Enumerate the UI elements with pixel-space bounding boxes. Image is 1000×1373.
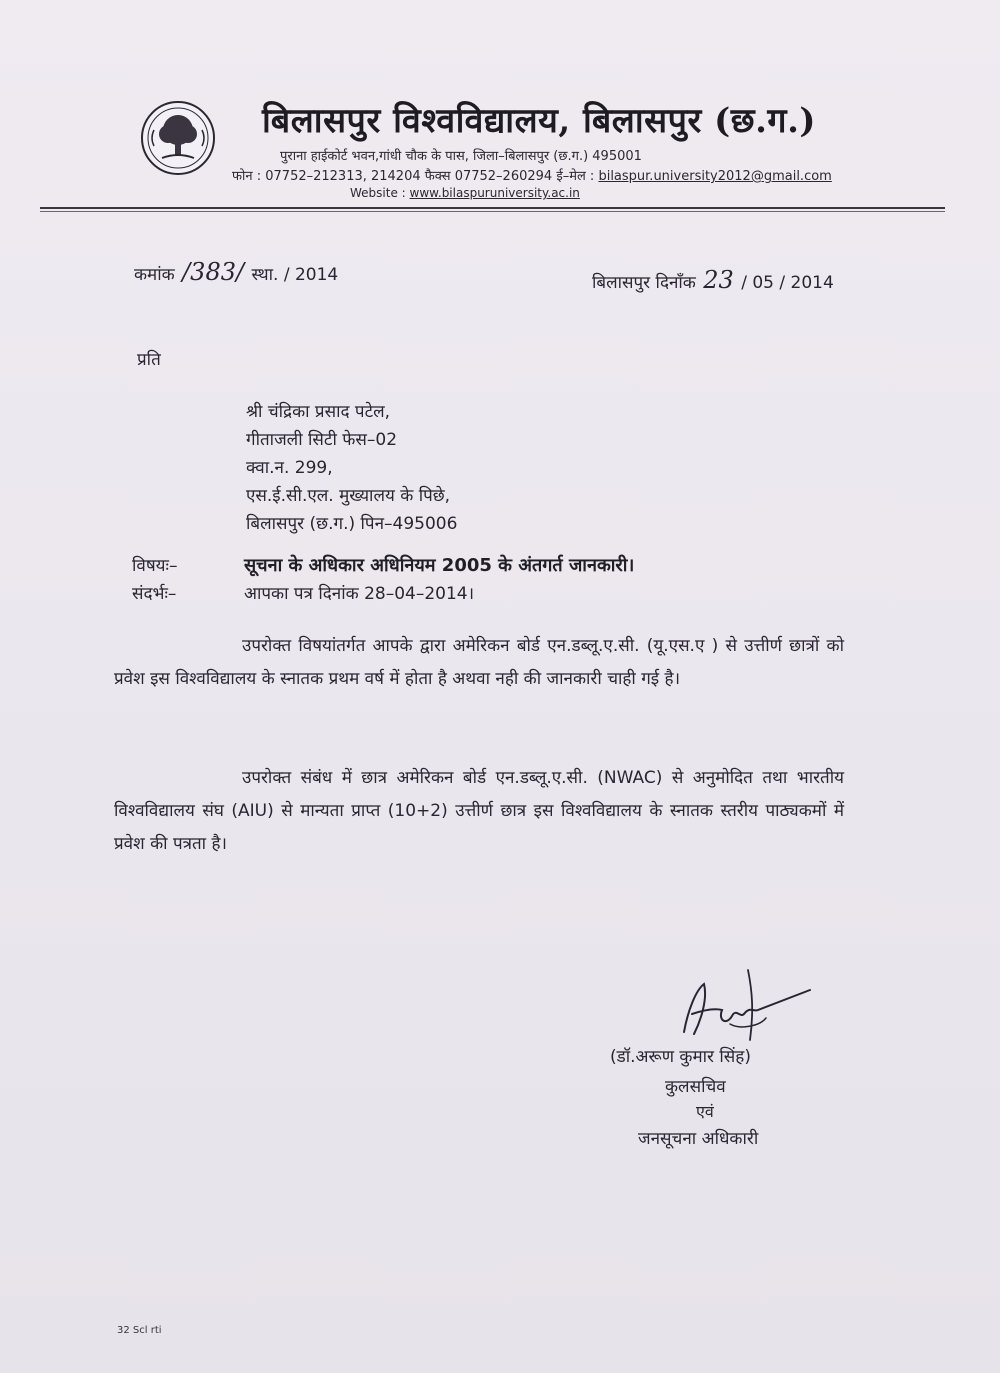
recipient-name: श्री चंद्रिका प्रसाद पटेल, [246, 402, 391, 422]
letterhead-contact [232, 166, 832, 184]
date-rest: / 05 / 2014 [741, 273, 834, 293]
letterhead-divider [40, 207, 945, 209]
reference-handwritten-number: /383/ [182, 258, 245, 286]
reference-number [134, 258, 338, 286]
signatory-designation: कुलसचिव [665, 1077, 726, 1097]
to-label: प्रति [137, 350, 161, 370]
signatory-designation-2: जनसूचना अधिकारी [638, 1129, 759, 1149]
recipient-line: बिलासपुर (छ.ग.) पिन–495006 [246, 514, 458, 534]
subject-text: सूचना के अधिकार अधिनियम 2005 के अंतगर्त जानकारी। [244, 555, 635, 576]
university-name: बिलासपुर विश्वविद्यालय, बिलासपुर (छ.ग.) [262, 101, 817, 141]
recipient-line: क्वा.न. 299, [246, 458, 333, 478]
reference-letter-row [132, 581, 474, 604]
letterhead-address: पुराना हाईकोर्ट भवन,गांधी चौक के पास, जिला–बिलासपुर (छ.ग.) 495001 [280, 149, 642, 164]
body-paragraph-2: उपरोक्त संबंध में छात्र अमेरिकन बोर्ड एन.डब्लू.ए.सी. (NWAC) से अनुमोदित तथा भारतीय विश्वविद्यालय संघ (AIU) से मान्यता प्राप्त (10+2) उत्तीर्ण छात्र इस विश्वविद्यालय के स्नातक स्तरीय पाठ्यकमों में प्रवेश की पत्रता है। [114, 768, 844, 854]
date-handwritten-day: 23 [703, 266, 734, 294]
recipient-line: गीताजली सिटी फेस–02 [246, 430, 398, 450]
signatory-name: (डॉ.अरूण कुमार सिंह) [610, 1047, 751, 1067]
reference-suffix: स्था. / 2014 [251, 265, 339, 285]
letterhead-email: bilaspur.university2012@gmail.com [598, 169, 832, 184]
reference-label: कमांक [134, 265, 175, 285]
university-emblem-icon [140, 100, 216, 176]
letterhead-website [350, 186, 580, 200]
website-label: Website : [350, 186, 406, 200]
letter-date [592, 266, 834, 294]
website-url: www.bilaspuruniversity.ac.in [409, 186, 580, 200]
recipient-address [246, 398, 457, 538]
body-paragraph-1: उपरोक्त विषयांतर्गत आपके द्वारा अमेरिकन बोर्ड एन.डब्लू.ए.सी. (यू.एस.ए ) से उत्तीर्ण छात्रों को प्रवेश इस विश्वविद्यालय के स्नातक प्रथम वर्ष में होता है अथवा नही की जानकारी चाही गई है। [114, 636, 844, 689]
recipient-line: एस.ई.सी.एल. मुख्यालय के पिछे, [246, 486, 451, 506]
handwritten-signature [670, 960, 820, 1050]
subject-row [132, 553, 634, 577]
subject-label: विषयः– [132, 556, 178, 576]
reference-letter-label: संदर्भः– [132, 584, 177, 604]
footer-note: 32 Scl rti [117, 1325, 162, 1336]
signatory-conjunction: एवं [696, 1102, 714, 1121]
date-place-label: बिलासपुर दिनाँक [592, 273, 696, 293]
reference-letter-text: आपका पत्र दिनांक 28–04–2014। [244, 584, 475, 604]
letterhead-divider-thin [40, 211, 945, 212]
letterhead-phone-fax: फोन : 07752–212313, 214204 फैक्स 07752–260294 ई–मेल : [232, 169, 595, 184]
